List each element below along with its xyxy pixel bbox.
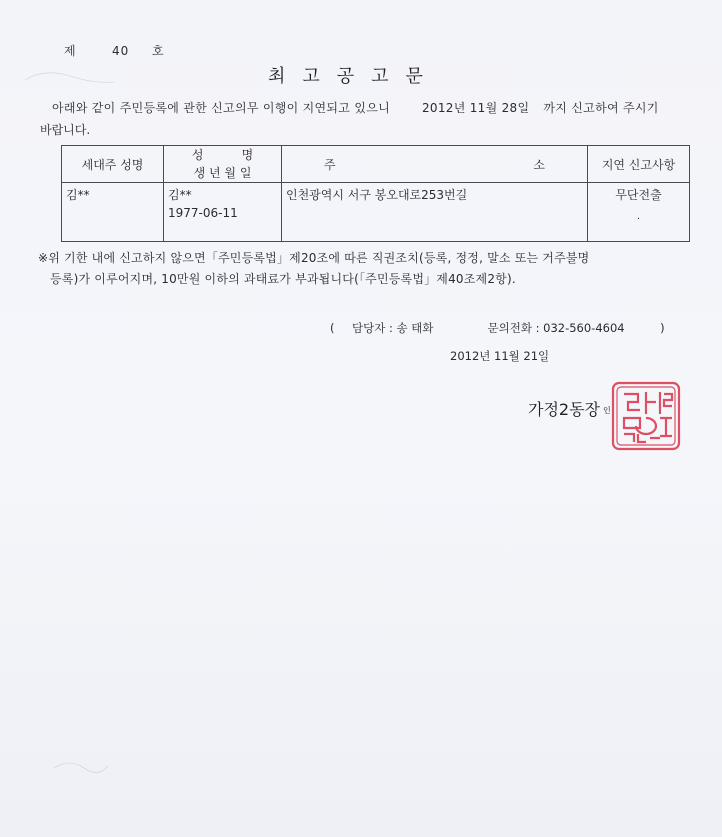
table-header-row	[62, 146, 690, 183]
col-name-label: 성 명	[191, 148, 254, 162]
paper-scuff	[50, 750, 110, 780]
paper-scuff	[20, 60, 120, 100]
col-delayed: 지연 신고사항	[588, 146, 690, 183]
cell-delayed-value: 무단전출	[615, 188, 662, 202]
col-name-dob	[164, 146, 282, 183]
intro-text: 아래와 같이 주민등록에 관한 신고의무 이행이 지연되고 있으니	[52, 101, 390, 115]
cell-mark: .	[636, 211, 641, 222]
signatory-name: 가정2동장	[528, 400, 601, 419]
cell-delayed	[588, 183, 690, 242]
number-prefix: 제	[64, 44, 77, 58]
notice-line-2: 등록)가 이루어지며, 10만원 이하의 과태료가 부과됩니다(「주민등록법」제40조제2항).	[50, 272, 516, 286]
contact-person: 담당자 : 송 태화	[352, 321, 434, 335]
col-head-name: 세대주 성명	[62, 146, 164, 183]
issue-date: 2012년 11월 21일	[450, 349, 550, 363]
col-address	[282, 146, 588, 183]
col-dob-label: 생 년 월 일	[193, 166, 252, 180]
number-suffix: 호	[152, 44, 165, 58]
table-row	[62, 183, 690, 242]
contact-line	[330, 320, 665, 336]
number-value: 40	[112, 44, 130, 58]
col-address-label-right: 소	[533, 157, 545, 172]
deadline-date: 2012년 11월 28일	[422, 101, 530, 115]
contact-open-paren: (	[330, 321, 335, 335]
notice-line-1: ※위 기한 내에 신고하지 않으면「주민등록법」제20조에 따른 직권조치(등록, 정정, 말소 또는 거주불명	[38, 251, 590, 265]
document-title: 최고공고문	[268, 66, 440, 87]
contact-close-paren: )	[660, 321, 665, 335]
cell-head-name: 김**	[62, 183, 164, 242]
intro-line-1	[52, 99, 659, 116]
cell-address: 인천광역시 서구 봉오대로253번길	[282, 183, 588, 242]
col-address-label-left: 주	[324, 157, 336, 172]
seal-mark: 인	[603, 406, 611, 415]
delinquent-table	[61, 145, 690, 242]
cell-name: 김**	[168, 188, 192, 202]
document-number	[64, 42, 165, 59]
contact-phone: 문의전화 : 032-560-4604	[487, 321, 625, 335]
signatory-title	[528, 397, 611, 420]
cell-dob: 1977-06-11	[168, 206, 238, 220]
intro-line-2: 바랍니다.	[40, 123, 91, 137]
cell-name-dob	[164, 183, 282, 242]
official-seal-icon	[610, 380, 682, 452]
intro-text-2: 까지 신고하여 주시기	[543, 101, 659, 115]
